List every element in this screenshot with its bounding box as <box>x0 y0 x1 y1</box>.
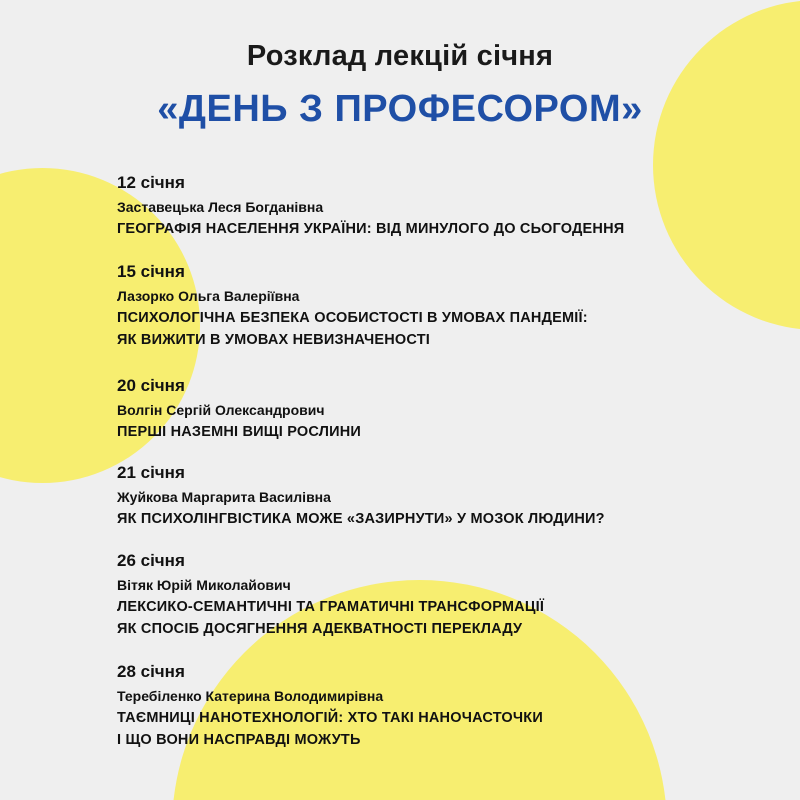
lecture-date: 12 січня <box>117 173 185 192</box>
lecture-topic: ЛЕКСИКО-СЕМАНТИЧНІ ТА ГРАМАТИЧНІ ТРАНСФОРМАЦІЇ <box>117 599 545 615</box>
lecture-item <box>117 659 777 751</box>
lecture-topic: ПСИХОЛОГІЧНА БЕЗПЕКА ОСОБИСТОСТІ В УМОВАХ ПАНДЕМІЇ: <box>117 310 588 326</box>
lecture-date: 20 січня <box>117 376 185 395</box>
lecture-lecturer: Вітяк Юрій Миколайович <box>117 577 291 593</box>
lecture-lecturer: Жуйкова Маргарита Василівна <box>117 489 331 505</box>
lecture-topic-continued: ЯК ВИЖИТИ В УМОВАХ НЕВИЗНАЧЕНОСТІ <box>117 332 430 348</box>
lecture-date: 26 січня <box>117 551 185 570</box>
poster-subtitle: Розклад лекцій січня <box>246 40 554 72</box>
lecture-item <box>117 373 777 443</box>
lecture-item <box>117 170 777 240</box>
lecture-lecturer: Лазорко Ольга Валеріївна <box>117 288 300 304</box>
poster-title: «ДЕНЬ З ПРОФЕСОРОМ» <box>157 88 643 130</box>
lecture-lecturer: Волгін Сергій Олександрович <box>117 402 325 418</box>
lecture-lecturer: Заставецька Леся Богданівна <box>117 199 324 215</box>
lecture-date: 28 січня <box>117 662 185 681</box>
lecture-topic: ПЕРШІ НАЗЕМНІ ВИЩІ РОСЛИНИ <box>117 424 361 440</box>
lecture-item <box>117 460 777 530</box>
lecture-topic: ЯК ПСИХОЛІНГВІСТИКА МОЖЕ «ЗАЗИРНУТИ» У МОЗОК ЛЮДИНИ? <box>117 511 605 527</box>
lecture-item <box>117 548 777 640</box>
lecture-topic-continued: ЯК СПОСІБ ДОСЯГНЕННЯ АДЕКВАТНОСТІ ПЕРЕКЛАДУ <box>117 621 523 637</box>
lecture-date: 21 січня <box>117 463 185 482</box>
lecture-item <box>117 259 777 351</box>
lecture-date: 15 січня <box>117 262 185 281</box>
lecture-topic-continued: І ЩО ВОНИ НАСПРАВДІ МОЖУТЬ <box>117 732 361 748</box>
lecture-topic: ТАЄМНИЦІ НАНОТЕХНОЛОГІЙ: ХТО ТАКІ НАНОЧАСТОЧКИ <box>117 710 543 726</box>
lecture-topic: ГЕОГРАФІЯ НАСЕЛЕННЯ УКРАЇНИ: ВІД МИНУЛОГО ДО СЬОГОДЕННЯ <box>117 221 625 237</box>
lecture-lecturer: Теребіленко Катерина Володимирівна <box>117 688 384 704</box>
